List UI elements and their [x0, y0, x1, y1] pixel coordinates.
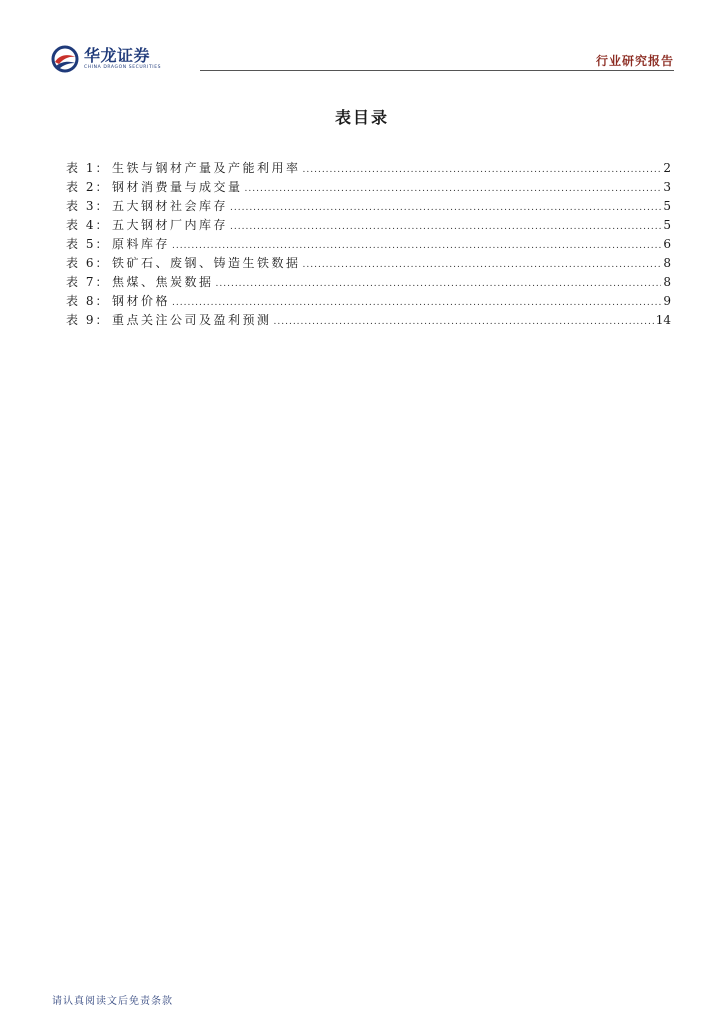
toc-entry-page: 14: [655, 313, 671, 327]
toc-entry-label: 表 9：: [66, 313, 110, 327]
toc-leader-dots: [245, 180, 662, 199]
toc-entry-2[interactable]: [66, 178, 671, 197]
footer-disclaimer: 请认真阅读文后免责条款: [52, 996, 173, 1007]
toc-entry-label: 表 4：: [66, 218, 110, 232]
toc-entry-6[interactable]: [66, 254, 671, 273]
toc-entry-name: 钢材价格: [112, 294, 171, 308]
toc-entry-name: 焦煤、焦炭数据: [112, 275, 214, 289]
report-type-label: 行业研究报告: [595, 54, 674, 68]
toc-leader-dots: [274, 313, 654, 332]
header-divider: [200, 70, 674, 71]
toc-leader-dots: [303, 256, 662, 275]
toc-entry-name: 原料库存: [112, 237, 171, 251]
toc-entry-8[interactable]: [66, 292, 671, 311]
toc-entry-page: 8: [663, 275, 671, 289]
toc-entry-3[interactable]: [66, 197, 671, 216]
toc-title: 表目录: [334, 108, 389, 127]
toc-leader-dots: [303, 161, 662, 180]
company-logo: [50, 44, 161, 74]
toc-entry-page: 2: [663, 161, 671, 175]
toc-entry-page: 6: [663, 237, 671, 251]
toc-entry-page: 3: [663, 180, 671, 194]
toc-entry-9[interactable]: [66, 311, 671, 330]
toc-leader-dots: [230, 199, 661, 218]
toc-entry-label: 表 8：: [66, 294, 110, 308]
toc-leader-dots: [216, 275, 662, 294]
toc-entry-label: 表 6：: [66, 256, 110, 270]
toc-entry-name: 生铁与钢材产量及产能利用率: [112, 161, 301, 175]
toc-entry-label: 表 7：: [66, 275, 110, 289]
logo-chinese-name: 华龙证券: [84, 45, 151, 65]
toc-entry-page: 5: [663, 218, 671, 232]
page-header: [50, 40, 674, 72]
toc-leader-dots: [230, 218, 661, 237]
toc-entry-label: 表 2：: [66, 180, 110, 194]
toc-entry-page: 5: [663, 199, 671, 213]
toc-entry-label: 表 1：: [66, 161, 110, 175]
toc-entry-name: 铁矿石、废钢、铸造生铁数据: [112, 256, 301, 270]
toc-entry-7[interactable]: [66, 273, 671, 292]
toc-entry-name: 五大钢材社会库存: [112, 199, 229, 213]
table-of-contents: [66, 159, 671, 330]
toc-entry-name: 五大钢材厂内库存: [112, 218, 229, 232]
toc-entry-page: 8: [663, 256, 671, 270]
logo-english-name: CHINA DRAGON SECURITIES: [84, 64, 162, 70]
toc-entry-label: 表 3：: [66, 199, 110, 213]
toc-entry-1[interactable]: [66, 159, 671, 178]
toc-entry-4[interactable]: [66, 216, 671, 235]
toc-entry-name: 钢材消费量与成交量: [112, 180, 243, 194]
toc-entry-5[interactable]: [66, 235, 671, 254]
toc-entry-page: 9: [663, 294, 671, 308]
dragon-logo-icon: [50, 45, 80, 73]
toc-entry-name: 重点关注公司及盈利预测: [112, 313, 272, 327]
toc-entry-label: 表 5：: [66, 237, 110, 251]
